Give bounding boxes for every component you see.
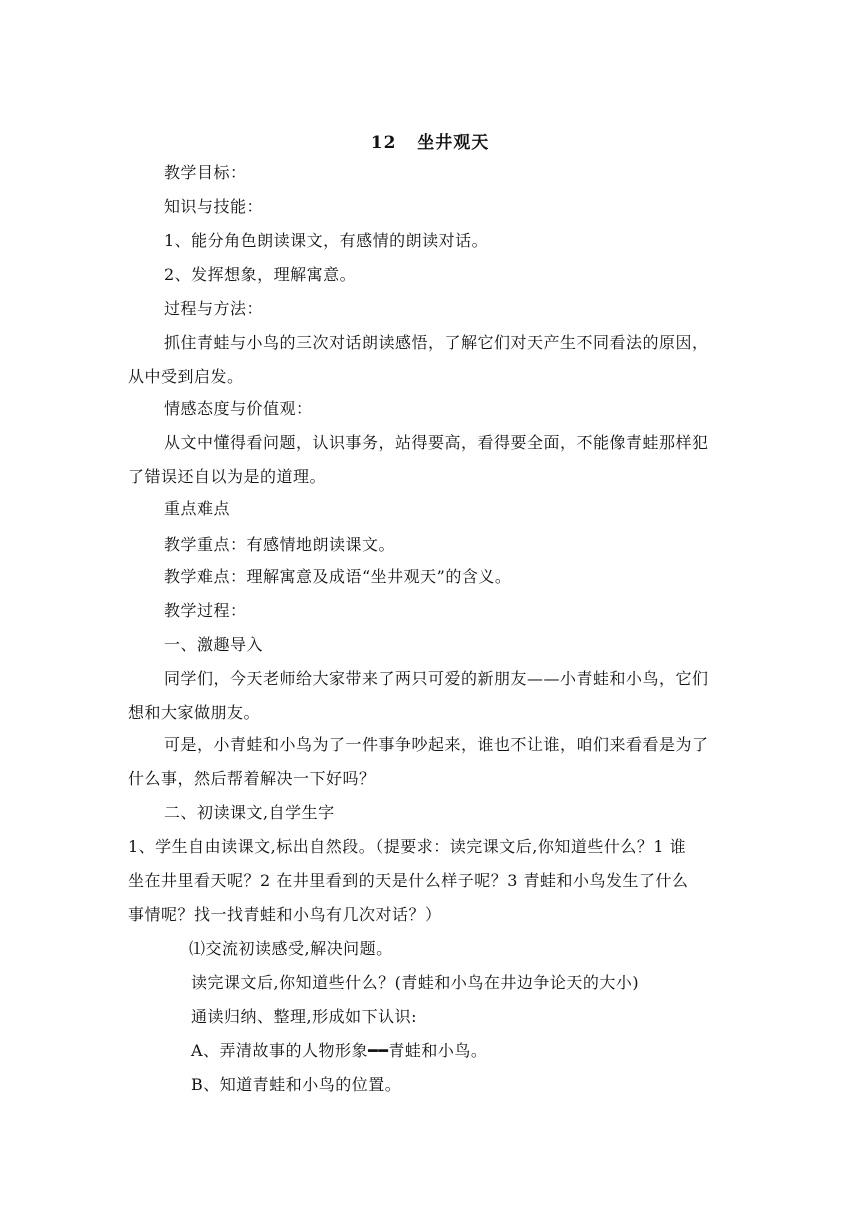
paragraph-line: 教学重点：有感情地朗读课文。 <box>164 535 396 554</box>
paragraph-line: 想和大家做朋友。 <box>128 703 261 722</box>
paragraph-line: ⑴交流初读感受,解决问题。 <box>189 939 393 958</box>
paragraph-line: 教学过程： <box>164 601 247 620</box>
paragraph-line: 知识与技能： <box>164 197 264 216</box>
document-title: 12 坐井观天 <box>370 133 490 153</box>
paragraph-line: 抓住青蛙与小鸟的三次对话朗读感悟，了解它们对天产生不同看法的原因， <box>164 333 709 352</box>
paragraph-line: 二、初读课文,自学生字 <box>164 803 335 822</box>
paragraph-line: 1、能分角色朗读课文，有感情的朗读对话。 <box>164 231 489 250</box>
paragraph-line: 事情呢？找一找青蛙和小鸟有几次对话？） <box>128 905 442 924</box>
paragraph-line: 可是，小青蛙和小鸟为了一件事争吵起来，谁也不让谁，咱们来看看是为了 <box>164 735 709 754</box>
paragraph-line: 一、激趣导入 <box>164 635 264 654</box>
paragraph-line: 通读归纳、整理,形成如下认识: <box>191 1007 417 1026</box>
paragraph-line: 读完课文后,你知道些什么？(青蛙和小鸟在井边争论天的大小) <box>191 973 640 992</box>
paragraph-line: B、知道青蛙和小鸟的位置。 <box>191 1075 402 1094</box>
paragraph-line: 了错误还自以为是的道理。 <box>128 467 327 486</box>
paragraph-line: 重点难点 <box>164 499 231 518</box>
paragraph-line: 情感态度与价值观： <box>164 399 313 418</box>
paragraph-line: 过程与方法： <box>164 299 264 318</box>
paragraph-line: 1、学生自由读课文,标出自然段。（提要求：读完课文后,你知道些什么？1 谁 <box>128 837 687 856</box>
paragraph-line: 教学目标： <box>164 163 247 182</box>
paragraph-line: 什么事，然后帮着解决一下好吗？ <box>128 769 376 788</box>
paragraph-line: 教学难点：理解寓意及成语“坐井观天”的含义。 <box>164 567 512 586</box>
paragraph-line: 从文中懂得看问题，认识事务，站得要高，看得要全面，不能像青蛙那样犯 <box>164 433 709 452</box>
paragraph-line: 坐在井里看天呢？2 在井里看到的天是什么样子呢？3 青蛙和小鸟发生了什么 <box>128 871 689 890</box>
paragraph-line: 从中受到启发。 <box>128 367 244 386</box>
paragraph-line: 同学们，今天老师给大家带来了两只可爱的新朋友——小青蛙和小鸟，它们 <box>164 669 709 688</box>
paragraph-line: 2、发挥想象，理解寓意。 <box>164 265 357 284</box>
paragraph-line: A、弄清故事的人物形象━━青蛙和小鸟。 <box>191 1041 488 1060</box>
